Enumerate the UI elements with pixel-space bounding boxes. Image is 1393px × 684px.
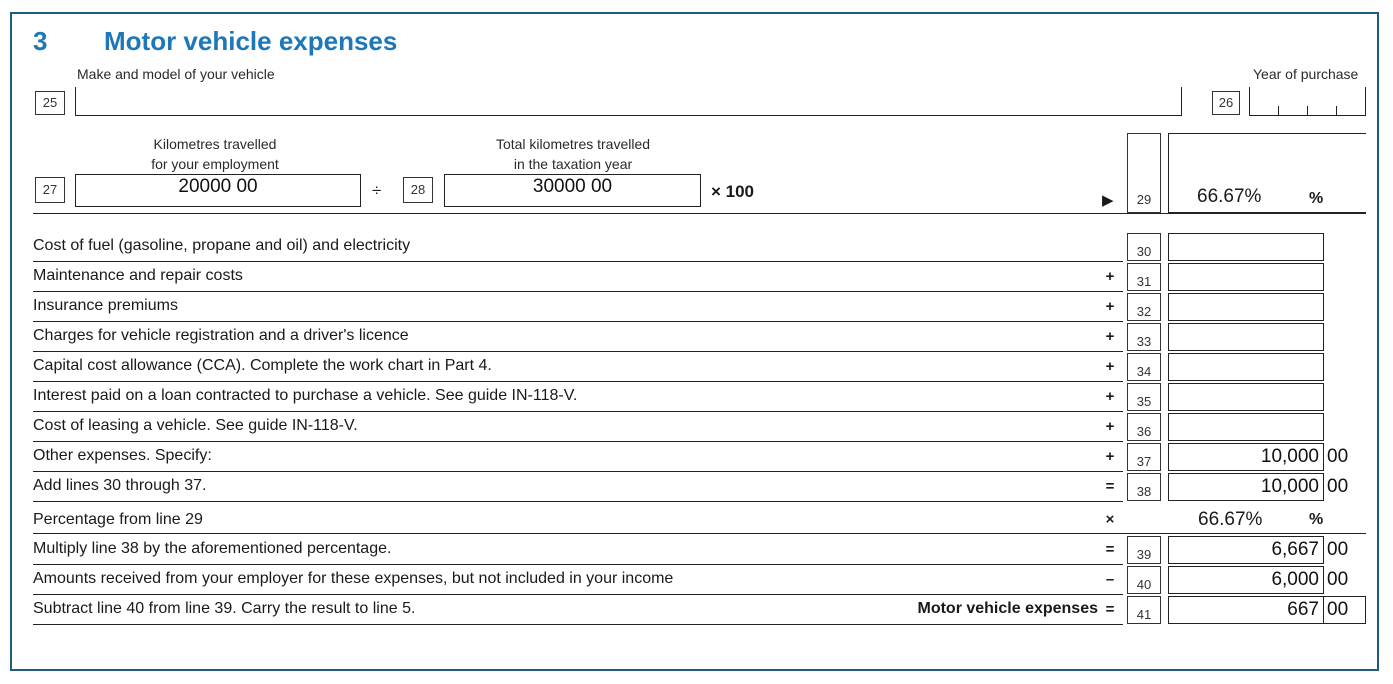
row-label: Insurance premiums: [33, 297, 178, 314]
row-label: Charges for vehicle registration and a driver's licence: [33, 327, 409, 344]
line-number-25: 25: [35, 91, 65, 115]
row-operator: =: [1105, 541, 1115, 558]
line-number-28: 28: [403, 177, 433, 203]
cents-divider: [1323, 353, 1324, 381]
line-number-box: 32: [1127, 293, 1161, 321]
amount-value: 10,000: [1260, 446, 1319, 467]
line-number-box: 39: [1127, 536, 1161, 564]
digit-tick: [1278, 106, 1279, 115]
row-operator: +: [1105, 298, 1115, 315]
amount-field[interactable]: [1168, 353, 1324, 381]
row-rule: [33, 381, 1123, 382]
digit-tick: [1336, 106, 1337, 115]
line-number-29: 29: [1127, 133, 1161, 213]
row-rule: [33, 291, 1123, 292]
km-total-input[interactable]: [444, 174, 701, 207]
line-number-box: 30: [1127, 233, 1161, 261]
row-operator: –: [1105, 571, 1115, 588]
row-rule: [33, 533, 1366, 534]
km-total-label: [448, 134, 698, 174]
row-operator: +: [1105, 358, 1115, 375]
cents-value: 00: [1327, 569, 1349, 590]
percent-sign: %: [1309, 511, 1324, 528]
row-label: Amounts received from your employer for these expenses, but not included in your income: [33, 570, 674, 587]
percentage-29-value: 66.67%: [1197, 186, 1262, 207]
cents-value: 00: [1327, 539, 1349, 560]
multiplier: × 100: [711, 182, 755, 201]
km-employment-value: 20000 00: [178, 176, 258, 197]
amount-value: 667: [1287, 599, 1319, 620]
amount-value: 10,000: [1260, 476, 1319, 497]
amount-field[interactable]: [1168, 323, 1324, 351]
line-number-box: 41: [1127, 596, 1161, 624]
digit-tick: [1307, 106, 1308, 115]
row-rule: [33, 564, 1123, 565]
row-rule: [33, 441, 1123, 442]
row-operator: +: [1105, 448, 1115, 465]
km-employment-label-line2: for your employment: [151, 156, 279, 172]
line-number-box: 35: [1127, 383, 1161, 411]
cents-divider: [1323, 293, 1324, 321]
line-number-26: 26: [1212, 91, 1240, 115]
amount-field[interactable]: [1168, 293, 1324, 321]
row-label: Subtract line 40 from line 39. Carry the result to line 5.: [33, 600, 416, 617]
multiply-operator: ×: [1105, 511, 1115, 528]
cents-divider: [1323, 536, 1324, 564]
amount-field[interactable]: [1168, 383, 1324, 411]
row-label: Interest paid on a loan contracted to purchase a vehicle. See guide IN-118-V.: [33, 387, 578, 404]
arrow-icon: ▶: [1102, 192, 1114, 209]
percent-sign: %: [1309, 190, 1324, 207]
amount-value: 6,000: [1271, 569, 1319, 590]
line-number-box: 36: [1127, 413, 1161, 441]
line-number-box: 37: [1127, 443, 1161, 471]
make-model-label: Make and model of your vehicle: [77, 66, 275, 82]
row-rule: [33, 321, 1123, 322]
divide-sign: ÷: [372, 181, 382, 200]
row-operator: +: [1105, 418, 1115, 435]
km-total-label-line1: Total kilometres travelled: [495, 136, 651, 152]
cents-divider: [1323, 323, 1324, 351]
divider: [33, 213, 1366, 214]
row-operator: =: [1105, 478, 1115, 495]
amount-field[interactable]: [1168, 413, 1324, 441]
amount-field[interactable]: [1168, 233, 1324, 261]
make-model-input[interactable]: [75, 87, 1182, 116]
amount-value: 6,667: [1271, 539, 1319, 560]
row-rule: [33, 351, 1123, 352]
row-label: Maintenance and repair costs: [33, 267, 243, 284]
cents-value: 00: [1327, 476, 1349, 497]
km-employment-label: [110, 134, 320, 174]
km-total-label-line2: in the taxation year: [513, 156, 633, 172]
row-rule: [33, 594, 1123, 595]
row-label: Other expenses. Specify:: [33, 447, 212, 464]
row-rule: [33, 411, 1123, 412]
percentage-29-field[interactable]: [1168, 133, 1366, 213]
cents-divider: [1323, 413, 1324, 441]
row-rule: [33, 261, 1123, 262]
row-operator: +: [1105, 388, 1115, 405]
row-rule: [33, 471, 1123, 472]
year-of-purchase-input[interactable]: [1249, 87, 1366, 116]
row-rule: [33, 501, 1123, 502]
row-label: Multiply line 38 by the aforementioned percentage.: [33, 540, 392, 557]
amount-field[interactable]: [1168, 263, 1324, 291]
line-number-27: 27: [35, 177, 65, 203]
row-rule: [33, 624, 1123, 625]
cents-divider: [1323, 383, 1324, 411]
cents-divider: [1323, 263, 1324, 291]
cents-divider: [1323, 473, 1324, 501]
row-label: Cost of leasing a vehicle. See guide IN-118-V.: [33, 417, 358, 434]
row-operator: +: [1105, 268, 1115, 285]
cents-value: 00: [1327, 599, 1349, 620]
row-operator: =: [1105, 601, 1115, 618]
line-number-box: 38: [1127, 473, 1161, 501]
km-employment-label-line1: Kilometres travelled: [153, 136, 277, 152]
line-number-box: 33: [1127, 323, 1161, 351]
percentage-from-29-value: 66.67%: [1198, 509, 1263, 530]
line-number-box: 31: [1127, 263, 1161, 291]
km-total-value: 30000 00: [532, 176, 613, 197]
section-title: Motor vehicle expenses: [104, 26, 398, 56]
row-label: Cost of fuel (gasoline, propane and oil) and electricity: [33, 237, 411, 254]
cents-divider: [1323, 566, 1324, 594]
row-operator: +: [1105, 328, 1115, 345]
cents-divider: [1323, 596, 1324, 624]
total-label: Motor vehicle expenses: [917, 600, 1098, 617]
km-employment-input[interactable]: [75, 174, 361, 207]
line-number-box: 34: [1127, 353, 1161, 381]
cents-divider: [1323, 233, 1324, 261]
year-of-purchase-label: Year of purchase: [1253, 66, 1359, 82]
line-number-box: 40: [1127, 566, 1161, 594]
row-label: Capital cost allowance (CCA). Complete the work chart in Part 4.: [33, 357, 492, 374]
cents-divider: [1323, 443, 1324, 471]
section-number: 3: [33, 26, 48, 56]
row-label: Add lines 30 through 37.: [33, 477, 207, 494]
percentage-from-29-label: Percentage from line 29: [33, 511, 203, 528]
cents-value: 00: [1327, 446, 1349, 467]
